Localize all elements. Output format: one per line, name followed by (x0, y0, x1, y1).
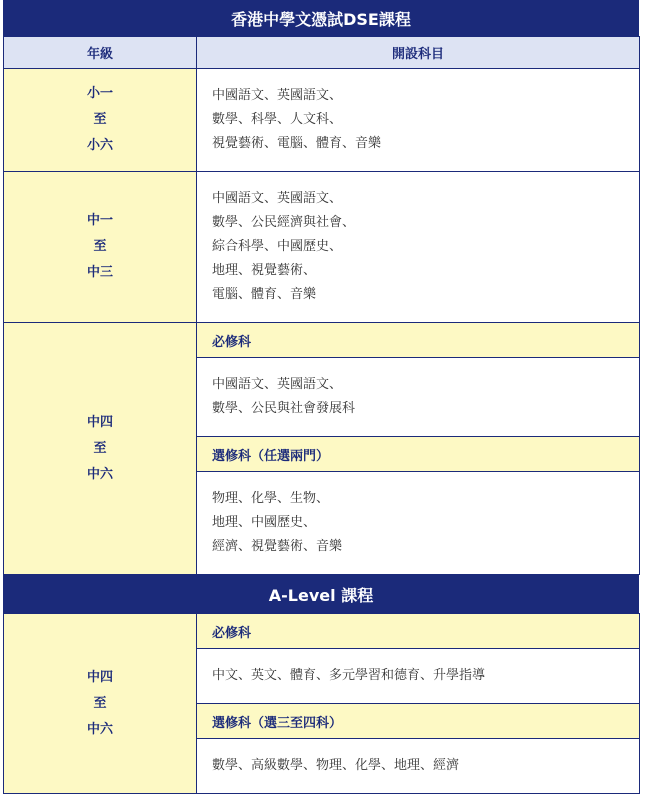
grade-cell-primary (4, 69, 197, 172)
grade-line: 中六 (86, 466, 113, 482)
required-label: 必修科 (197, 323, 640, 358)
subject-line: 中文、英文、體育、多元學習和德育、升學指導 (212, 668, 486, 683)
grade-cell-alevel (4, 614, 197, 794)
table-row-junior (4, 172, 640, 323)
grade-line: 中六 (86, 721, 113, 737)
alevel-title: A-Level 課程 (3, 575, 639, 613)
grade-line: 小一 (86, 86, 113, 101)
grade-line: 中四 (86, 669, 113, 685)
subjects-cell-alevel-elective (197, 739, 640, 794)
subjects-cell-junior (197, 172, 640, 323)
subject-line: 數學、公民經濟與社會、 (212, 215, 356, 230)
elective-label: 選修科（任選兩門） (197, 437, 640, 472)
subject-line: 綜合科學、中國歷史、 (212, 239, 343, 254)
subject-line: 中國語文、英國語文、 (212, 88, 343, 103)
table-row-senior-required-label (4, 323, 640, 358)
subject-line: 物理、化學、生物、 (212, 491, 330, 506)
subject-line: 電腦、體育、音樂 (212, 287, 317, 302)
grade-line: 中一 (86, 213, 113, 228)
grade-line: 至 (93, 239, 107, 254)
dse-title: 香港中學文憑試DSE課程 (3, 0, 639, 36)
grade-line: 至 (93, 112, 107, 127)
alevel-table (3, 613, 640, 794)
subjects-cell-alevel-required (197, 649, 640, 704)
alevel-required-label: 必修科 (197, 614, 640, 649)
header-grade: 年級 (4, 37, 197, 69)
subject-line: 中國語文、英國語文、 (212, 191, 343, 206)
subject-line: 經濟、視覺藝術、音樂 (212, 539, 343, 554)
subject-line: 數學、科學、人文科、 (212, 112, 343, 127)
grade-cell-junior (4, 172, 197, 323)
subject-line: 地理、中國歷史、 (212, 515, 317, 530)
grade-line: 至 (93, 695, 107, 711)
subject-line: 地理、視覺藝術、 (212, 263, 317, 278)
header-subjects: 開設科目 (197, 37, 640, 69)
grade-line: 中四 (86, 414, 113, 430)
header-row (4, 37, 640, 69)
subject-line: 數學、公民與社會發展科 (212, 401, 356, 416)
grade-cell-senior (4, 323, 197, 575)
grade-line: 小六 (86, 138, 113, 153)
grade-line: 中三 (86, 265, 113, 280)
table-row-primary (4, 69, 640, 172)
subject-line: 視覺藝術、電腦、體育、音樂 (212, 136, 382, 151)
curriculum-table (3, 0, 639, 794)
grade-line: 至 (93, 440, 107, 456)
subjects-cell-senior-required (197, 358, 640, 437)
dse-table (3, 36, 640, 575)
alevel-elective-label: 選修科（選三至四科） (197, 704, 640, 739)
subject-line: 數學、高級數學、物理、化學、地理、經濟 (212, 758, 460, 773)
table-row-alevel-required-label (4, 614, 640, 649)
subjects-cell-senior-elective (197, 472, 640, 575)
subject-line: 中國語文、英國語文、 (212, 377, 343, 392)
subjects-cell-primary (197, 69, 640, 172)
